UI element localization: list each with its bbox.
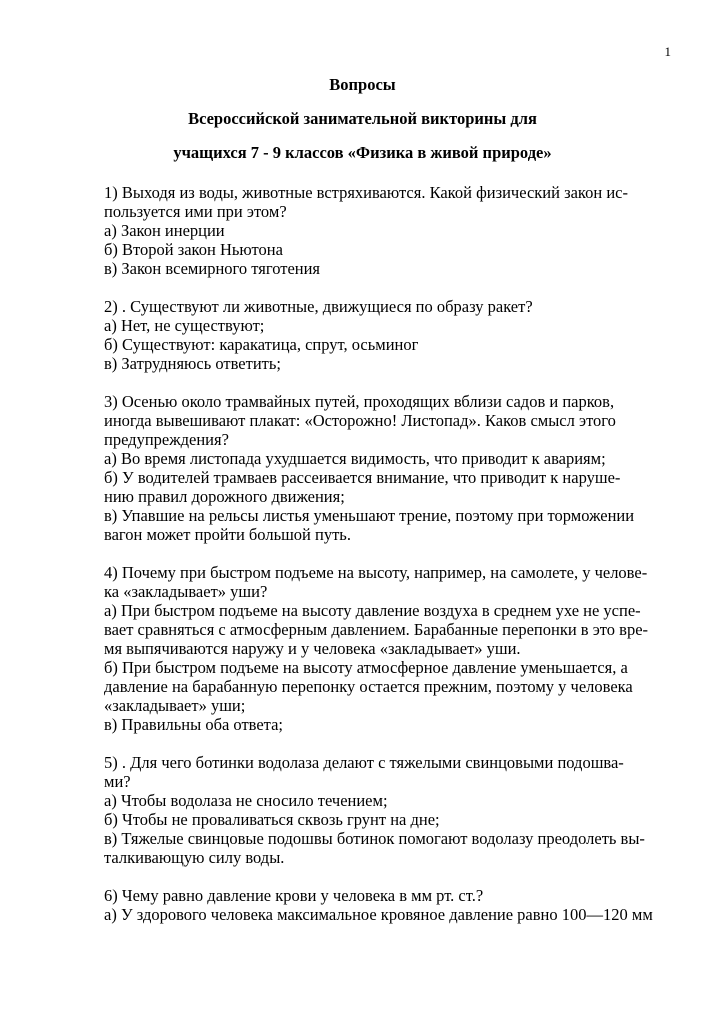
answer-option: вагон может пройти большой путь.	[104, 525, 351, 544]
answer-option: б) У водителей трамваев рассеивается внимание, что приводит к наруше-	[104, 468, 621, 487]
answer-option: а) Нет, не существуют;	[104, 316, 265, 335]
answer-option: а) У здорового человека максимальное кровяное давление равно 100—120 мм	[104, 905, 653, 924]
question-5	[104, 753, 684, 867]
answer-option: в) Тяжелые свинцовые подошвы ботинок помогают водолазу преодолеть вы-	[104, 829, 645, 848]
question-text: 5) . Для чего ботинки водолаза делают с тяжелыми свинцовыми подошва-	[104, 753, 624, 772]
answer-option: в) Закон всемирного тяготения	[104, 259, 321, 278]
answer-option: а) Закон инерции	[104, 221, 225, 240]
answer-option: а) При быстром подъеме на высоту давление воздуха в среднем ухе не успе-	[104, 601, 641, 620]
answer-option: а) Чтобы водолаза не сносило течением;	[104, 791, 388, 810]
question-6	[104, 886, 684, 924]
header-title: Вопросы	[329, 75, 396, 94]
question-text: ка «закладывает» уши?	[104, 582, 268, 601]
answer-option: б) Существуют: каракатица, спрут, осьминог	[104, 335, 419, 354]
question-text: 6) Чему равно давление крови у человека в мм рт. ст.?	[104, 886, 484, 905]
answer-option: в) Правильны оба ответа;	[104, 715, 283, 734]
question-text: 3) Осенью около трамвайных путей, проходящих вблизи садов и парков,	[104, 392, 615, 411]
answer-option: в) Упавшие на рельсы листья уменьшают трение, поэтому при торможении	[104, 506, 635, 525]
answer-option: а) Во время листопада ухудшается видимость, что приводит к авариям;	[104, 449, 606, 468]
questions-list	[104, 183, 684, 924]
header-subtitle-2: учащихся 7 - 9 классов «Физика в живой природе»	[173, 143, 552, 162]
answer-option: мя выпячиваются наружу и у человека «закладывает» уши.	[104, 639, 521, 658]
question-text: ми?	[104, 772, 131, 791]
question-1	[104, 183, 684, 278]
answer-option: талкивающую силу воды.	[104, 848, 285, 867]
answer-option: б) Второй закон Ньютона	[104, 240, 283, 259]
question-3	[104, 392, 684, 544]
question-text: 4) Почему при быстром подъеме на высоту, например, на самолете, у челове-	[104, 563, 648, 582]
answer-option: нию правил дорожного движения;	[104, 487, 345, 506]
answer-option: б) При быстром подъеме на высоту атмосферное давление уменьшается, а	[104, 658, 628, 677]
question-4	[104, 563, 684, 734]
answer-option: б) Чтобы не проваливаться сквозь грунт на дне;	[104, 810, 440, 829]
answer-option: давление на барабанную перепонку остается прежним, поэтому у человека	[104, 677, 633, 696]
answer-option: вает сравняться с атмосферным давлением. Барабанные перепонки в это вре-	[104, 620, 649, 639]
question-text: пользуется ими при этом?	[104, 202, 287, 221]
answer-option: в) Затрудняюсь ответить;	[104, 354, 281, 373]
question-2	[104, 297, 684, 373]
question-text: 2) . Существуют ли животные, движущиеся по образу ракет?	[104, 297, 533, 316]
question-text: 1) Выходя из воды, животные встряхиваются. Какой физический закон ис-	[104, 183, 628, 202]
answer-option: «закладывает» уши;	[104, 696, 246, 715]
header-subtitle: Всероссийской занимательной викторины для	[188, 109, 537, 128]
document-header	[0, 70, 725, 168]
page-number: 1	[664, 44, 671, 59]
question-text: иногда вывешивают плакат: «Осторожно! Листопад». Каков смысл этого	[104, 411, 616, 430]
question-text: предупреждения?	[104, 430, 229, 449]
